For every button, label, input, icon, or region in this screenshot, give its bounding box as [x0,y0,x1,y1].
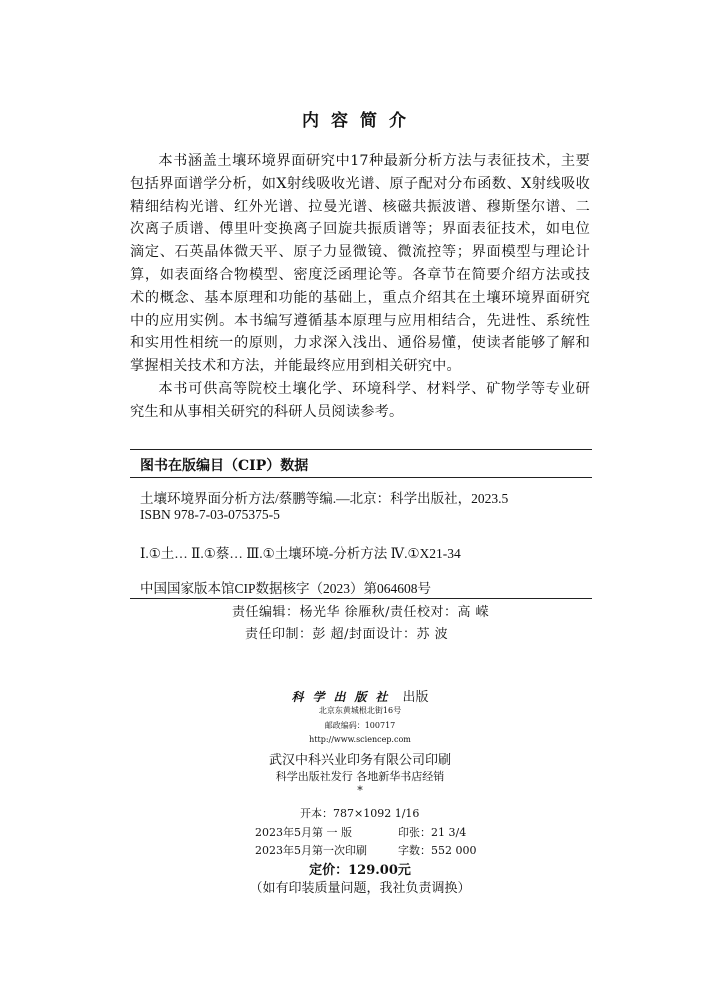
publisher-logo: 科学出版社 [291,690,397,704]
cip-bottom-rule [130,598,592,599]
printing-line: 2023年5月第一次印刷 [255,844,367,857]
publisher-postcode: 邮政编码：100717 [324,721,396,730]
printer-line: 武汉中科兴业印务有限公司印刷 [268,753,451,768]
page-title: 内容简介 [302,111,418,131]
publisher-address: 北京东黄城根北街16号 [318,706,402,715]
distribution-line: 科学出版社发行 各地新华书店经销 [275,770,445,783]
cip-bibliographic-line: 土壤环境界面分析方法/蔡鹏等编.—北京：科学出版社，2023.5 [140,491,509,506]
publisher-line [0,686,720,705]
responsibility-line-2: 责任印制：彭 超/封面设计：苏 波 [245,627,449,642]
quality-notice: （如有印装质量问题，我社负责调换） [249,881,471,896]
price-label: 定价： [309,863,349,878]
words-line: 字数：552 000 [398,844,477,857]
cip-number: 中国国家版本馆CIP数据核字（2023）第064608号 [140,581,432,596]
format-line: 开本：787×1092 1/16 [300,807,420,820]
cip-isbn: ISBN 978-7-03-075375-5 [140,507,280,522]
cip-top-rule [130,449,592,450]
price-line [0,859,720,878]
cip-classification: Ⅰ.①土… Ⅱ.①蔡… Ⅲ.①土壤环境-分析方法 Ⅳ.①X21-34 [140,546,461,561]
separator-star: * [357,784,363,797]
responsibility-line-1: 责任编辑：杨光华 徐雁秋/责任校对：高 嵘 [232,605,490,620]
cip-heading-rule [130,477,592,478]
publish-word: 出版 [402,690,429,705]
intro-paragraph-1: 本书涵盖土壤环境界面研究中17种最新分析方法与表征技术，主要包括界面谱学分析，如X射线吸收光谱、原子配对分布函数、X射线吸收精细结构光谱、红外光谱、拉曼光谱、核磁共振波谱、穆斯堡尔谱、二次离子质谱、傅里叶变换离子回旋共振质谱等；界面表征技术，如电位滴定、石英晶体微天平、原子力显微镜、微流控等；界面模型与理论计算，如表面络合物模型、密度泛函理论等。各章节在简要介绍方法或技术的概念、基本原理和功能的基础上，重点介绍其在土壤环境界面研究中的应用实例。本书编写遵循基本原理与应用相结合，先进性、系统性和实用性相统一的原则，力求深入浅出、通俗易懂，使读者能够了解和掌握相关技术和方法，并能最终应用到相关研究中。 [130,153,590,375]
intro-paragraph-2: 本书可供高等院校土壤化学、环境科学、材料学、矿物学等专业研究生和从事相关研究的科研人员阅读参考。 [130,380,590,420]
publisher-url[interactable]: http://www.sciencep.com [309,735,411,744]
sheets-line: 印张：21 3/4 [398,826,467,839]
intro-text [130,150,590,424]
cip-heading: 图书在版编目（CIP）数据 [140,458,309,474]
edition-line: 2023年5月第 一 版 [255,826,352,839]
price-value: 129.00元 [348,863,411,878]
